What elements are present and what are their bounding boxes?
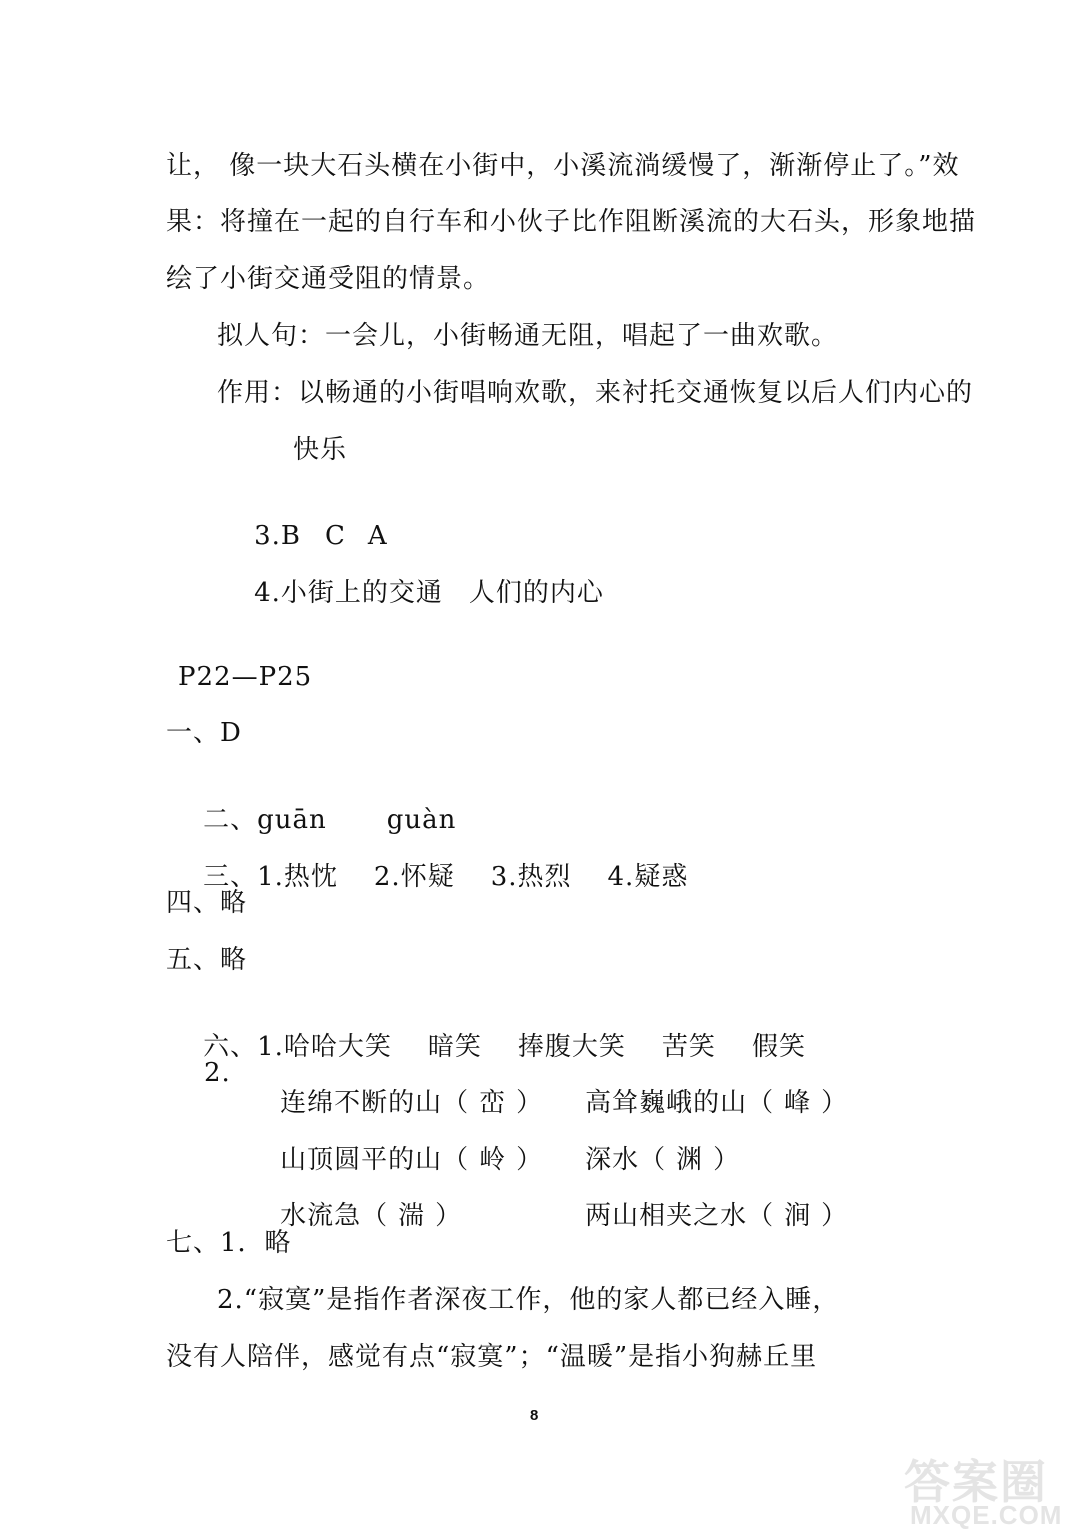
watermark-bottom: MXQE.COM [910,1500,1063,1530]
pair-answer: 湍 [398,1201,426,1231]
pair-text: 两山相夹之水（ [585,1201,775,1231]
para1-line1: 让， 像一块大石头横在小街中，小溪流淌缓慢了，渐渐停止了。”效 [166,151,960,181]
pair-text: 水流急（ [280,1201,389,1231]
answer-wu: 五、略 [166,945,248,975]
liu-word-1: 1.哈哈大笑 [257,1032,392,1062]
q3-prefix: 3.B [254,521,301,551]
pair-answer: 涧 [784,1201,812,1231]
san-item-1: 1.热忱 [257,862,338,892]
answer-qi-line2: 2.“寂寞”是指作者深夜工作，他的家人都已经入睡， [217,1285,840,1315]
q3-answer-3: A [367,521,388,551]
pair-text: 深水（ [585,1145,667,1175]
q4-answer-1: 4.小街上的交通 [254,578,443,608]
watermark-logo [900,1446,1078,1530]
pair-text: 连绵不断的山（ [280,1088,470,1118]
san-item-3: 3.热烈 [490,862,572,892]
pair-close: ） [516,1088,544,1118]
pair-answer: 渊 [676,1145,704,1175]
liu-q2-label: 2. [204,1058,231,1088]
personification-sentence: 拟人句：一会儿，小街畅通无阻，唱起了一曲欢歌。 [217,321,839,351]
pair-answer: 岭 [479,1145,507,1175]
san-item-4: 4.疑惑 [607,862,689,892]
answer-san-prefix: 三、 [203,862,258,892]
personification-effect-line2: 快乐 [293,435,348,465]
pair-close: ） [821,1088,849,1118]
answer-er-prefix: 二、 [203,805,258,835]
q4-answers [217,548,604,638]
liu-word-2: 暗笑 [427,1032,482,1062]
pair-close: ） [435,1201,463,1231]
liu-word-4: 苦笑 [661,1032,716,1062]
q4-answer-2: 人们的内心 [468,578,604,608]
watermark-top: 答案圈 [904,1456,1048,1508]
pair-close: ） [821,1201,849,1231]
liu-word-3: 捧腹大笑 [517,1032,626,1062]
pinyin-2: guàn [386,805,457,835]
pair-text: 山顶圆平的山（ [280,1145,470,1175]
pinyin-1: guān [257,805,327,835]
answer-yi: 一、D [166,718,242,748]
para1-line3: 绘了小街交通受阻的情景。 [166,264,491,294]
pair-close: ） [713,1145,741,1175]
pair-answer: 峦 [479,1088,507,1118]
answer-qi-line3: 没有人陪伴，感觉有点“寂寞”；“温暖”是指小狗赫丘里 [166,1342,818,1372]
mountain-pair-6 [548,1171,848,1261]
answer-si: 四、略 [166,888,248,918]
liu-word-5: 假笑 [751,1032,806,1062]
section-range: P22—P25 [178,662,313,692]
pair-close: ） [516,1145,544,1175]
q3-answer-2: C [324,521,346,551]
pair-answer: 峰 [784,1088,812,1118]
pair-text: 高耸巍峨的山（ [585,1088,775,1118]
answer-liu-prefix: 六、 [203,1032,258,1062]
para1-line2: 果：将撞在一起的自行车和小伙子比作阻断溪流的大石头，形象地描 [166,207,977,237]
personification-effect-line1: 作用：以畅通的小街唱响欢歌，来衬托交通恢复以后人们内心的 [217,378,974,408]
san-item-2: 2.怀疑 [373,862,455,892]
answer-qi-line1: 七、1．略 [166,1228,292,1258]
page-number: 8 [530,1407,539,1424]
